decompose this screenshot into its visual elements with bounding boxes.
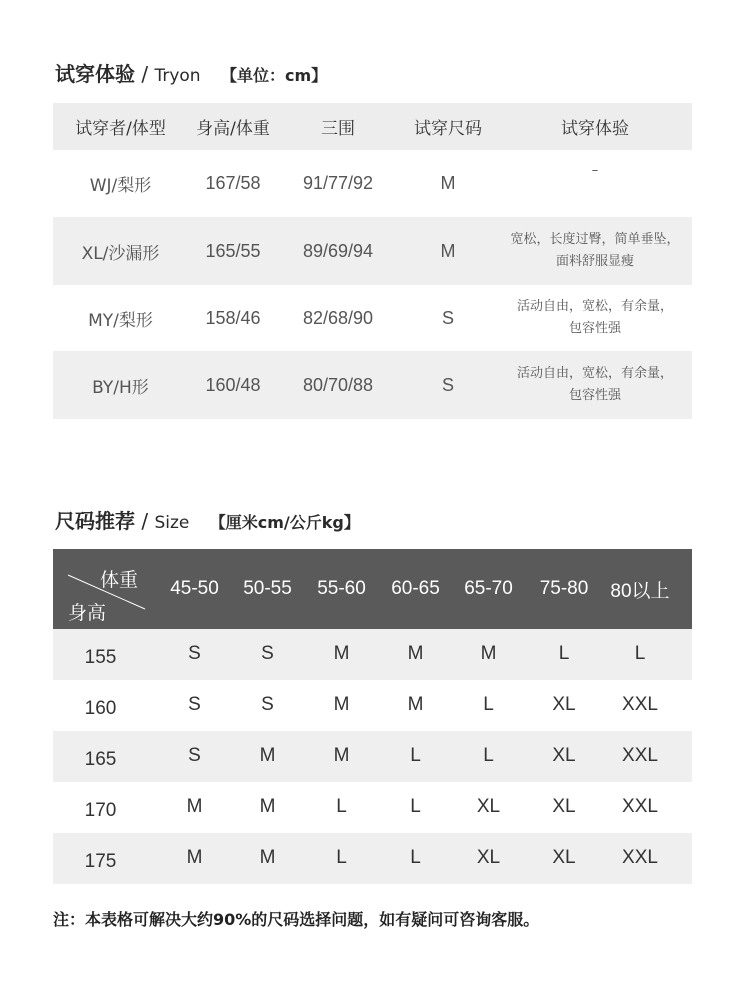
tryon-measure: 89/69/94 xyxy=(302,240,374,261)
tryon-experience-line2: 包容性强 xyxy=(568,321,621,336)
weight-column: 55-60 xyxy=(317,578,366,599)
size-cell: M xyxy=(259,795,276,817)
corner-height-label: 身高 xyxy=(68,602,107,624)
size-cell: M xyxy=(186,795,203,817)
table-row xyxy=(53,833,692,884)
size-cell: S xyxy=(188,642,201,664)
size-cell: L xyxy=(336,846,347,868)
tryon-person: XL/沙漏形 xyxy=(81,243,160,264)
size-cell: S xyxy=(188,693,201,715)
weight-column: 60-65 xyxy=(391,578,440,599)
tryon-size: S xyxy=(441,374,454,395)
size-cell: M xyxy=(259,744,276,766)
height-cell: 175 xyxy=(84,850,117,872)
size-cell: M xyxy=(186,846,203,868)
tryon-person: WJ/梨形 xyxy=(89,176,152,196)
size-cell: M xyxy=(333,693,350,715)
height-cell: 165 xyxy=(84,748,117,770)
weight-column: 80以上 xyxy=(610,580,670,602)
tryon-title-zh: 试穿体验 xyxy=(55,62,135,86)
tryon-experience xyxy=(498,229,692,273)
tryon-experience-line1: 活动自由，宽松，有余量， xyxy=(516,366,673,381)
size-cell: M xyxy=(333,744,350,766)
tryon-header-row xyxy=(53,103,692,150)
tryon-experience xyxy=(498,363,692,407)
size-corner-cell xyxy=(53,549,158,629)
size-cell: S xyxy=(261,642,274,664)
tryon-experience xyxy=(498,150,692,182)
weight-column: 75-80 xyxy=(539,578,589,599)
tryon-person: MY/梨形 xyxy=(88,310,153,331)
tryon-title: 试穿体验 / Tryon 【单位：cm】 xyxy=(55,62,328,86)
tryon-measure: 82/68/90 xyxy=(302,307,374,328)
table-row xyxy=(53,680,692,731)
size-cell: XXL xyxy=(622,795,658,817)
tryon-title-en: Tryon xyxy=(154,66,201,86)
table-row xyxy=(53,285,692,351)
table-row xyxy=(53,731,692,782)
tryon-experience xyxy=(498,296,692,340)
size-cell: XL xyxy=(476,795,501,817)
size-cell: S xyxy=(261,693,274,715)
table-row xyxy=(53,351,692,419)
table-row xyxy=(53,150,692,217)
tryon-size: S xyxy=(441,307,454,328)
weight-column: 45-50 xyxy=(170,578,219,599)
tryon-hw: 165/55 xyxy=(205,240,261,261)
size-title-zh: 尺码推荐 xyxy=(55,509,135,533)
table-row xyxy=(53,217,692,285)
corner-weight-label: 体重 xyxy=(100,569,139,591)
tryon-experience-line2: 包容性强 xyxy=(568,388,621,403)
size-table xyxy=(53,549,692,884)
weight-column: 50-55 xyxy=(243,578,292,599)
height-cell: 155 xyxy=(84,646,117,668)
size-cell: XL xyxy=(476,846,501,868)
size-cell: L xyxy=(558,642,570,664)
tryon-header-experience: 试穿体验 xyxy=(561,119,629,139)
tryon-measure: 91/77/92 xyxy=(302,173,374,193)
size-cell: M xyxy=(333,642,350,664)
size-cell: XXL xyxy=(622,846,658,868)
tryon-table xyxy=(53,103,692,419)
tryon-hw: 160/48 xyxy=(205,374,261,395)
tryon-measure: 80/70/88 xyxy=(302,374,374,395)
size-cell: L xyxy=(410,744,421,766)
weight-column: 65-70 xyxy=(464,578,513,599)
size-cell: M xyxy=(407,693,424,715)
size-cell: S xyxy=(188,744,201,766)
size-cell: L xyxy=(483,744,494,766)
size-cell: L xyxy=(410,795,421,817)
height-cell: 160 xyxy=(84,697,117,719)
tryon-hw: 167/58 xyxy=(205,173,261,193)
size-cell: L xyxy=(483,693,494,715)
size-title-en: Size xyxy=(154,513,190,533)
tryon-unit: 【单位：cm】 xyxy=(220,66,328,85)
table-row xyxy=(53,782,692,833)
tryon-experience-line1: 宽松，长度过臀，简单垂坠， xyxy=(510,232,680,247)
tryon-header-person: 试穿者/体型 xyxy=(75,119,166,139)
size-cell: XXL xyxy=(622,744,658,766)
size-cell: XL xyxy=(552,693,576,715)
size-title: 尺码推荐 / Size 【厘米cm/公斤kg】 xyxy=(55,509,360,533)
size-cell: L xyxy=(410,846,421,868)
tryon-person: BY/H形 xyxy=(92,377,149,398)
size-cell: XXL xyxy=(622,693,658,715)
size-cell: XL xyxy=(552,846,576,868)
tryon-experience-line1: 活动自由，宽松，有余量， xyxy=(516,299,673,314)
size-cell: M xyxy=(407,642,424,664)
tryon-header-hw: 身高/体重 xyxy=(196,119,270,139)
footnote: 注：本表格可解决大约90%的尺码选择问题，如有疑问可咨询客服。 xyxy=(53,910,540,929)
size-cell: XL xyxy=(552,744,576,766)
tryon-size: M xyxy=(440,173,456,193)
size-header-row xyxy=(53,549,692,629)
tryon-experience-line1: – xyxy=(591,163,599,178)
tryon-header-measure: 三围 xyxy=(321,119,355,139)
table-row xyxy=(53,629,692,680)
size-cell: M xyxy=(259,846,276,868)
size-cell: XL xyxy=(552,795,576,817)
tryon-header-size: 试穿尺码 xyxy=(414,119,482,139)
height-cell: 170 xyxy=(84,799,117,821)
size-cell: M xyxy=(480,642,497,664)
size-cell: L xyxy=(634,642,646,664)
size-cell: L xyxy=(336,795,347,817)
size-unit: 【厘米cm/公斤kg】 xyxy=(209,513,360,532)
tryon-size: M xyxy=(440,240,456,261)
tryon-hw: 158/46 xyxy=(205,307,261,328)
tryon-experience-line2: 面料舒服显瘦 xyxy=(555,254,634,269)
